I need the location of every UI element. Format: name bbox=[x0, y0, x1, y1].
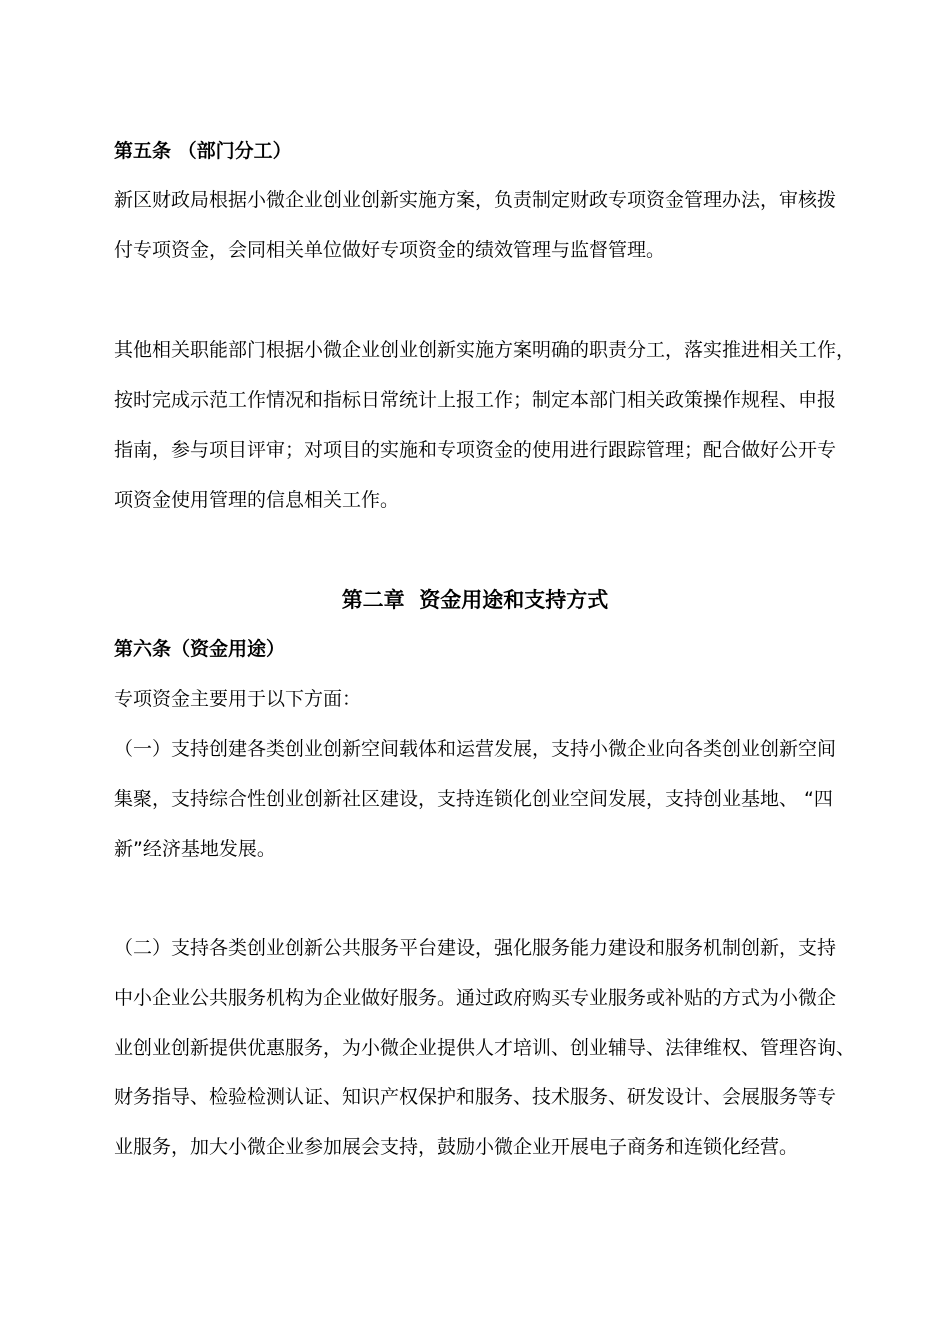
article-6-item-1-line-2: 集聚，支持综合性创业创新社区建设，支持连锁化创业空间发展，支持创业基地、 “四 bbox=[114, 788, 833, 810]
article-5-para-1-line-1: 新区财政局根据小微企业创业创新实施方案，负责制定财政专项资金管理办法，审核拨 bbox=[114, 189, 837, 211]
article-6-intro: 专项资金主要用于以下方面： bbox=[114, 688, 362, 710]
article-6-item-2-line-1: （二）支持各类创业创新公共服务平台建设，强化服务能力建设和服务机制创新，支持 bbox=[114, 937, 837, 959]
article-5-para-2-line-3: 指南，参与项目评审；对项目的实施和专项资金的使用进行跟踪管理；配合做好公开专 bbox=[114, 439, 837, 461]
article-6-item-1-line-1: （一）支持创建各类创业创新空间载体和运营发展，支持小微企业向各类创业创新空间 bbox=[114, 738, 837, 760]
article-5-heading: 第五条 （部门分工） bbox=[114, 140, 292, 162]
article-6-item-2-line-3: 业创业创新提供优惠服务，为小微企业提供人才培训、创业辅导、法律维权、管理咨询、 bbox=[114, 1037, 856, 1059]
article-5-para-1-line-2: 付专项资金，会同相关单位做好专项资金的绩效管理与监督管理。 bbox=[114, 239, 666, 261]
article-6-item-2-line-5: 业服务，加大小微企业参加展会支持，鼓励小微企业开展电子商务和连锁化经营。 bbox=[114, 1136, 799, 1158]
chapter-2-title: 第二章 资金用途和支持方式 bbox=[341, 588, 609, 612]
article-5-para-2-line-4: 项资金使用管理的信息相关工作。 bbox=[114, 489, 400, 511]
article-6-item-2-line-4: 财务指导、检验检测认证、知识产权保护和服务、技术服务、研发设计、会展服务等专 bbox=[114, 1086, 837, 1108]
article-6-heading: 第六条（资金用途） bbox=[114, 638, 286, 660]
article-5-para-2-line-2: 按时完成示范工作情况和指标日常统计上报工作；制定本部门相关政策操作规程、申报 bbox=[114, 389, 837, 411]
article-6-item-2-line-2: 中小企业公共服务机构为企业做好服务。通过政府购买专业服务或补贴的方式为小微企 bbox=[114, 987, 837, 1009]
article-6-item-1-line-3: 新”经济基地发展。 bbox=[114, 838, 276, 860]
article-5-para-2-line-1: 其他相关职能部门根据小微企业创业创新实施方案明确的职责分工，落实推进相关工作， bbox=[114, 339, 856, 361]
